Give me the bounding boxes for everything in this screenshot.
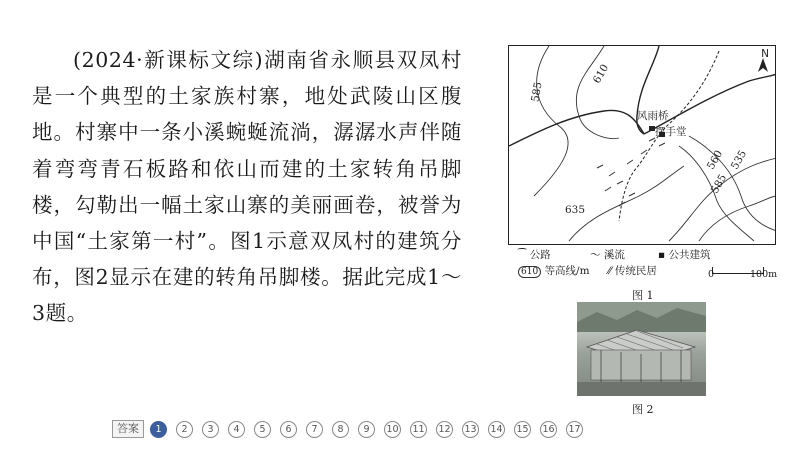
figure-1-caption: 图 1 [632, 289, 654, 302]
question-button-17[interactable]: 17 [566, 421, 583, 438]
question-button-6[interactable]: 6 [280, 421, 297, 438]
stream-legend-label: 溪流 [603, 249, 625, 261]
contour-label: 610 [590, 62, 612, 86]
question-button-16[interactable]: 16 [540, 421, 557, 438]
public-legend-icon: ▪ [658, 249, 666, 261]
question-button-13[interactable]: 13 [462, 421, 479, 438]
north-label: N [761, 48, 769, 60]
question-button-11[interactable]: 11 [410, 421, 427, 438]
houses-legend-label: 传统民居 [614, 265, 657, 277]
contour-label: 635 [565, 204, 586, 216]
question-button-2[interactable]: 2 [176, 421, 193, 438]
question-button-14[interactable]: 14 [488, 421, 505, 438]
figure-2-caption: 图 2 [632, 403, 654, 416]
contour-line [689, 136, 776, 231]
map-legend [518, 247, 778, 281]
road-legend-label: 公路 [529, 249, 551, 261]
question-button-1[interactable]: 1 [150, 421, 167, 438]
question-button-15[interactable]: 15 [514, 421, 531, 438]
scale-end: 100m [750, 269, 778, 280]
question-button-8[interactable]: 8 [332, 421, 349, 438]
question-passage: (2024·新课标文综)湖南省永顺县双凤村是一个典型的土家族村寨，地处武陵山区腹地。村寨中一条小溪蜿蜒流淌，潺潺水声伴随着弯弯青石板路和依山而建的土家转角吊脚楼，勾勒出一幅土家山寨的美丽画卷，被誉为中国“土家第一村”。图1示意双凤村的建筑分布，图2显示在建的转角吊脚楼。据此完成1～3题。 [32, 48, 462, 326]
question-button-3[interactable]: 3 [202, 421, 219, 438]
scale-zero: 0 [708, 269, 715, 280]
question-button-10[interactable]: 10 [384, 421, 401, 438]
contour-line [699, 196, 776, 241]
contour-label: 585 [708, 172, 730, 196]
contour-label: 585 [529, 81, 545, 103]
question-button-12[interactable]: 12 [436, 421, 453, 438]
contour-label: 560 [704, 148, 726, 172]
answer-nav-bar [112, 418, 592, 440]
question-button-4[interactable]: 4 [228, 421, 245, 438]
houses-legend-icon: ⁄⁄ [608, 265, 612, 277]
question-button-9[interactable]: 9 [358, 421, 375, 438]
answer-label: 答案 [112, 420, 144, 438]
bridge-label: 风雨桥 [637, 110, 669, 122]
question-button-7[interactable]: 7 [306, 421, 323, 438]
contour-line [576, 46, 619, 139]
question-button-5[interactable]: 5 [254, 421, 271, 438]
hall-label: 摆手堂 [655, 126, 687, 138]
road [509, 110, 644, 146]
contour-line [569, 166, 684, 241]
contour-legend-label: 等高线/m [544, 265, 590, 277]
public-legend-label: 公共建筑 [668, 249, 711, 261]
stream-legend-icon: 〜 [590, 249, 601, 261]
contour-label: 535 [728, 148, 750, 172]
contour-legend-sample: 610 [518, 266, 541, 278]
stilt-house-photo [577, 302, 706, 396]
north-arrow-icon [758, 58, 768, 72]
village-map [508, 45, 776, 245]
road-legend-icon: ⁀ [518, 249, 527, 261]
contour-line [669, 158, 776, 241]
map-drawing [509, 46, 776, 245]
